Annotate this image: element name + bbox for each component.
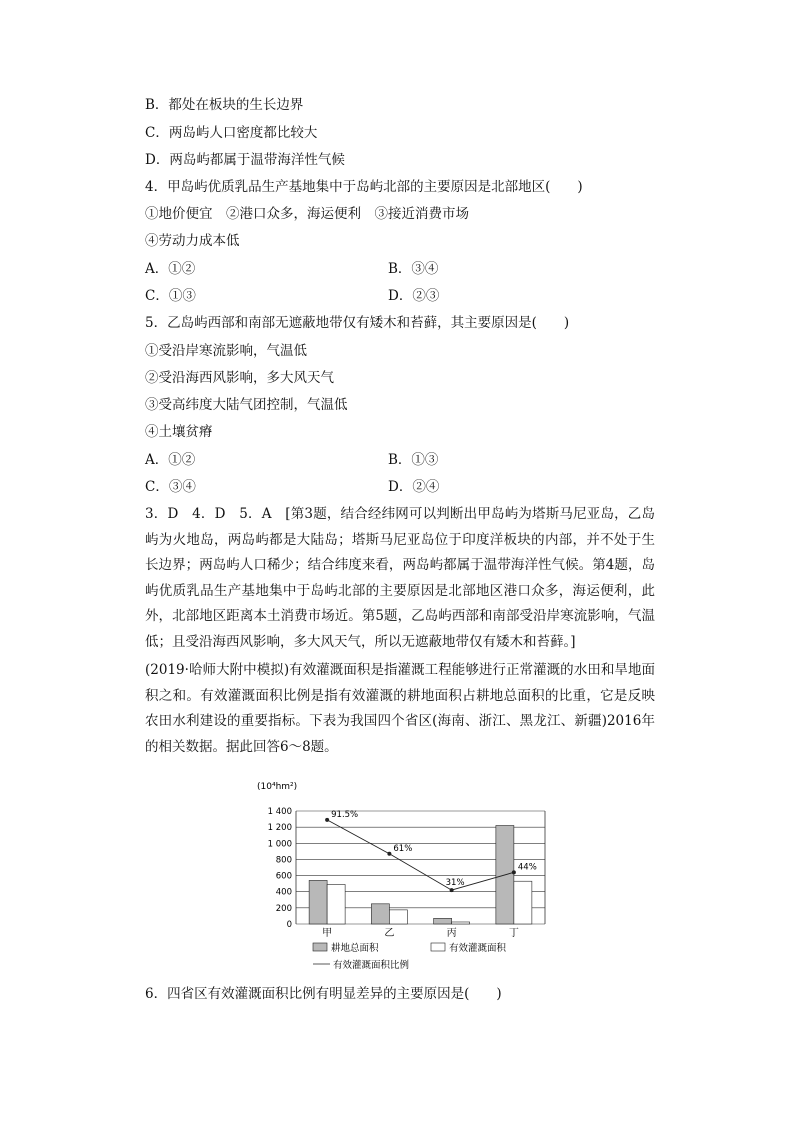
y-tick-label: 800 <box>275 855 292 866</box>
material-paragraph <box>145 658 655 760</box>
q5-item1: ①受沿岸寒流影响，气温低 <box>145 343 307 359</box>
legend-label-ratio: 有效灌溉面积比例 <box>333 960 410 971</box>
q5-option-b: B．①③ <box>388 452 439 468</box>
legend-label-effective: 有效灌溉面积 <box>449 943 507 954</box>
ratio-point <box>387 852 391 856</box>
chart-x-labels <box>322 927 519 939</box>
q3-option-c: C．两岛屿人口密度都比较大 <box>145 125 318 141</box>
q5-item4: ④土壤贫瘠 <box>145 424 213 440</box>
ratio-point <box>450 888 454 892</box>
y-tick-label: 400 <box>275 887 292 898</box>
legend-swatch-total <box>313 943 327 951</box>
y-tick-label: 600 <box>275 871 292 882</box>
q4-option-a: A．①② <box>145 261 196 277</box>
answer-explanation <box>145 502 655 655</box>
q5-stem: 5．乙岛屿西部和南部无遮蔽地带仅有矮木和苔藓，其主要原因是( ) <box>145 315 570 331</box>
x-category-label: 甲 <box>322 928 333 939</box>
legend-swatch-effective <box>431 943 445 951</box>
y-tick-label: 0 <box>286 920 292 930</box>
q4-items-line2: ④劳动力成本低 <box>145 233 240 249</box>
bar-total <box>434 918 452 924</box>
q6-stem: 6．四省区有效灌溉面积比例有明显差异的主要原因是( ) <box>145 986 502 1002</box>
ratio-polyline <box>327 820 514 890</box>
y-tick-label: 1 400 <box>267 807 292 817</box>
chart-unit-label: (10⁴hm²) <box>257 782 298 792</box>
y-tick-label: 200 <box>275 903 292 914</box>
q3-option-b: B．都处在板块的生长边界 <box>145 97 304 113</box>
y-tick-label: 1 000 <box>267 839 292 850</box>
x-category-label: 丙 <box>446 928 457 939</box>
q4-items-line1: ①地价便宜 ②港口众多，海运便利 ③接近消费市场 <box>145 206 469 222</box>
y-tick-label: 1 200 <box>267 823 292 834</box>
ratio-label: 91.5% <box>331 809 359 820</box>
bar-total <box>309 880 327 924</box>
chart-legend <box>313 942 507 971</box>
q5-option-d: D．②④ <box>388 479 440 495</box>
chart-bars <box>309 826 532 924</box>
bar-effective <box>389 910 407 924</box>
q5-item3: ③受高纬度大陆气团控制，气温低 <box>145 397 348 413</box>
bar-total <box>371 904 389 924</box>
q4-option-d: D．②③ <box>388 288 440 304</box>
ratio-point <box>512 870 516 874</box>
irrigation-chart <box>255 778 555 974</box>
bar-effective <box>452 922 470 924</box>
ratio-label: 31% <box>445 878 465 889</box>
answer-text: 3．D 4．D 5．A [第3题，结合经纬网可以判断出甲岛屿为塔斯马尼亚岛，乙岛屿为火地岛，两岛屿都是大陆岛；塔斯马尼亚岛位于印度洋板块的内部，并不处于生长边界；两岛屿人口稀少；结合纬度来看，两岛屿都属于温带海洋性气候。第4题，岛屿优质乳品生产基地集中于岛屿北部的主要原因是北部地区港口众多，海运便利，此外，北部地区距离本土消费市场近。第5题，乙岛屿西部和南部受沿岸寒流影响，气温低；且受沿海西风影响，多大风天气，所以无遮蔽地带仅有矮木和苔藓。] <box>145 506 655 650</box>
q5-option-c: C．③④ <box>145 479 196 495</box>
q5-item2: ②受沿海西风影响，多大风天气 <box>145 370 334 386</box>
q3-option-d: D．两岛屿都属于温带海洋性气候 <box>145 152 345 168</box>
ratio-point <box>325 818 329 822</box>
q5-option-a: A．①② <box>145 452 196 468</box>
ratio-label: 61% <box>393 843 413 854</box>
q4-option-c: C．①③ <box>145 288 196 304</box>
q4-stem: 4．甲岛屿优质乳品生产基地集中于岛屿北部的主要原因是北部地区( ) <box>145 179 583 195</box>
q4-option-b: B．③④ <box>388 261 439 277</box>
x-category-label: 乙 <box>384 928 395 939</box>
legend-label-total: 耕地总面积 <box>331 943 379 954</box>
chart-y-ticks <box>268 807 292 930</box>
x-category-label: 丁 <box>508 928 519 939</box>
bar-effective <box>514 881 532 924</box>
bar-effective <box>327 884 345 924</box>
material-text: (2019·哈师大附中模拟)有效灌溉面积是指灌溉工程能够进行正常灌溉的水田和旱地面积之和。有效灌溉面积比例是指有效灌溉的耕地面积占耕地总面积的比重，它是反映农田水利建设的重要指标。下表为我国四个省区(海南、浙江、黑龙江、新疆)2016年的相关数据。据此回答6～8题。 <box>145 662 655 755</box>
ratio-label: 44% <box>517 862 537 873</box>
